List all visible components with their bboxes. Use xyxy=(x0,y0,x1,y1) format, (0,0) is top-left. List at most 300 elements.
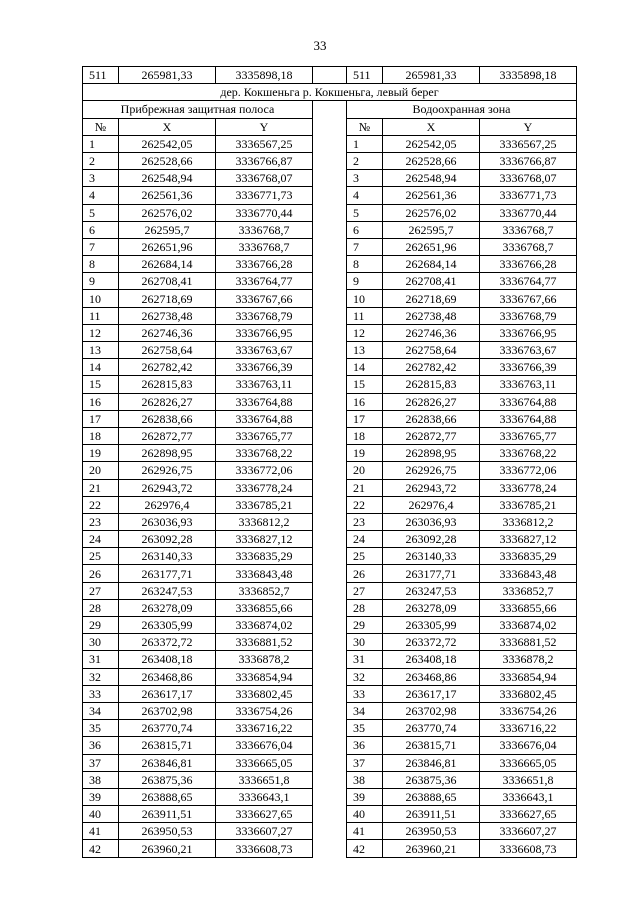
right-point-number: 36 xyxy=(347,737,383,754)
column-gap xyxy=(313,651,347,668)
right-x-value: 265981,33 xyxy=(383,67,480,84)
right-point-number: 14 xyxy=(347,359,383,376)
right-y-value: 3336651,8 xyxy=(480,771,577,788)
column-gap xyxy=(313,806,347,823)
right-point-number: 42 xyxy=(347,840,383,857)
left-point-number: 17 xyxy=(83,410,119,427)
left-x-value: 263770,74 xyxy=(119,720,216,737)
left-x-value: 263846,81 xyxy=(119,754,216,771)
column-gap xyxy=(313,531,347,548)
right-x-value: 262542,05 xyxy=(383,135,480,152)
right-point-number: 26 xyxy=(347,565,383,582)
left-subtable-title: Прибрежная защитная полоса xyxy=(83,101,313,118)
table-row xyxy=(83,548,577,565)
right-x-value: 262708,41 xyxy=(383,273,480,290)
left-x-value: 263875,36 xyxy=(119,771,216,788)
column-gap xyxy=(313,135,347,152)
right-y-value: 3336768,7 xyxy=(480,221,577,238)
right-point-number: 34 xyxy=(347,702,383,719)
column-gap xyxy=(313,582,347,599)
right-x-value: 262595,7 xyxy=(383,221,480,238)
right-y-value: 3336763,67 xyxy=(480,342,577,359)
table-row xyxy=(83,462,577,479)
left-x-value: 262898,95 xyxy=(119,445,216,462)
left-x-value: 263372,72 xyxy=(119,634,216,651)
column-gap xyxy=(313,462,347,479)
right-x-value: 263875,36 xyxy=(383,771,480,788)
left-y-value: 3336785,21 xyxy=(216,496,313,513)
right-x-value: 263888,65 xyxy=(383,788,480,805)
table-row xyxy=(83,307,577,324)
left-y-value: 3336764,88 xyxy=(216,410,313,427)
right-x-value: 263617,17 xyxy=(383,685,480,702)
table-row xyxy=(83,221,577,238)
left-y-value: 3336768,22 xyxy=(216,445,313,462)
section-title: дер. Кокшеньга р. Кокшеньга, левый берег xyxy=(83,84,577,101)
right-y-value: 3336778,24 xyxy=(480,479,577,496)
table-row xyxy=(83,634,577,651)
right-y-value: 3336768,07 xyxy=(480,170,577,187)
column-gap xyxy=(313,788,347,805)
right-x-value: 262926,75 xyxy=(383,462,480,479)
right-point-number: 35 xyxy=(347,720,383,737)
right-x-value: 262528,66 xyxy=(383,152,480,169)
right-x-value: 262815,83 xyxy=(383,376,480,393)
left-point-number: 41 xyxy=(83,823,119,840)
table-row xyxy=(83,324,577,341)
left-x-value: 263815,71 xyxy=(119,737,216,754)
column-gap xyxy=(313,393,347,410)
right-point-number: 23 xyxy=(347,513,383,530)
left-x-value: 262576,02 xyxy=(119,204,216,221)
left-y-value: 3336766,95 xyxy=(216,324,313,341)
left-point-number: 8 xyxy=(83,256,119,273)
left-y-value: 3336772,06 xyxy=(216,462,313,479)
right-x-value: 262718,69 xyxy=(383,290,480,307)
table-row xyxy=(83,582,577,599)
left-y-value: 3336643,1 xyxy=(216,788,313,805)
left-point-number: 40 xyxy=(83,806,119,823)
left-y-value: 3336754,26 xyxy=(216,702,313,719)
right-col-header-y: Y xyxy=(480,118,577,135)
table-row xyxy=(83,479,577,496)
left-point-number: 13 xyxy=(83,342,119,359)
column-gap xyxy=(313,342,347,359)
column-gap xyxy=(313,187,347,204)
left-x-value: 263036,93 xyxy=(119,513,216,530)
left-point-number: 39 xyxy=(83,788,119,805)
left-point-number: 25 xyxy=(83,548,119,565)
column-gap xyxy=(313,238,347,255)
left-x-value: 262718,69 xyxy=(119,290,216,307)
left-y-value: 3336770,44 xyxy=(216,204,313,221)
right-y-value: 3336716,22 xyxy=(480,720,577,737)
left-x-value: 263247,53 xyxy=(119,582,216,599)
right-col-header-number: № xyxy=(347,118,383,135)
right-point-number: 2 xyxy=(347,152,383,169)
left-y-value: 3336567,25 xyxy=(216,135,313,152)
right-point-number: 12 xyxy=(347,324,383,341)
right-point-number: 18 xyxy=(347,427,383,444)
left-y-value: 3336768,7 xyxy=(216,238,313,255)
table-row xyxy=(83,290,577,307)
left-x-value: 263408,18 xyxy=(119,651,216,668)
table-row xyxy=(83,256,577,273)
left-x-value: 263888,65 xyxy=(119,788,216,805)
right-y-value: 3336754,26 xyxy=(480,702,577,719)
right-y-value: 3336855,66 xyxy=(480,599,577,616)
column-gap xyxy=(313,324,347,341)
right-x-value: 263278,09 xyxy=(383,599,480,616)
left-x-value: 263278,09 xyxy=(119,599,216,616)
column-gap xyxy=(313,720,347,737)
left-x-value: 262684,14 xyxy=(119,256,216,273)
left-point-number: 33 xyxy=(83,685,119,702)
right-y-value: 3335898,18 xyxy=(480,67,577,84)
left-y-value: 3336766,28 xyxy=(216,256,313,273)
left-y-value: 3336878,2 xyxy=(216,651,313,668)
left-point-number: 511 xyxy=(83,67,119,84)
left-y-value: 3336812,2 xyxy=(216,513,313,530)
right-point-number: 38 xyxy=(347,771,383,788)
right-y-value: 3336766,87 xyxy=(480,152,577,169)
column-gap xyxy=(313,307,347,324)
right-y-value: 3336768,22 xyxy=(480,445,577,462)
left-point-number: 15 xyxy=(83,376,119,393)
right-point-number: 11 xyxy=(347,307,383,324)
left-point-number: 12 xyxy=(83,324,119,341)
right-y-value: 3336770,44 xyxy=(480,204,577,221)
left-x-value: 263617,17 xyxy=(119,685,216,702)
left-x-value: 262826,27 xyxy=(119,393,216,410)
column-gap xyxy=(313,823,347,840)
left-x-value: 262561,36 xyxy=(119,187,216,204)
left-x-value: 262943,72 xyxy=(119,479,216,496)
column-gap xyxy=(313,565,347,582)
right-y-value: 3336827,12 xyxy=(480,531,577,548)
right-y-value: 3336771,73 xyxy=(480,187,577,204)
table-row xyxy=(83,737,577,754)
left-x-value: 262651,96 xyxy=(119,238,216,255)
table-row xyxy=(83,806,577,823)
left-y-value: 3336766,87 xyxy=(216,152,313,169)
right-x-value: 262684,14 xyxy=(383,256,480,273)
previous-section-last-row xyxy=(83,67,577,84)
right-x-value: 263036,93 xyxy=(383,513,480,530)
table-row xyxy=(83,531,577,548)
right-point-number: 15 xyxy=(347,376,383,393)
column-gap xyxy=(313,737,347,754)
right-y-value: 3336852,7 xyxy=(480,582,577,599)
right-x-value: 263372,72 xyxy=(383,634,480,651)
table-row xyxy=(83,273,577,290)
left-point-number: 6 xyxy=(83,221,119,238)
left-point-number: 29 xyxy=(83,617,119,634)
left-y-value: 3336766,39 xyxy=(216,359,313,376)
right-y-value: 3336643,1 xyxy=(480,788,577,805)
table-row xyxy=(83,359,577,376)
table-row xyxy=(83,685,577,702)
column-gap xyxy=(313,685,347,702)
right-y-value: 3336665,05 xyxy=(480,754,577,771)
left-point-number: 4 xyxy=(83,187,119,204)
table-row xyxy=(83,771,577,788)
right-point-number: 511 xyxy=(347,67,383,84)
right-y-value: 3336607,27 xyxy=(480,823,577,840)
right-y-value: 3336764,88 xyxy=(480,393,577,410)
right-x-value: 263950,53 xyxy=(383,823,480,840)
column-gap xyxy=(313,221,347,238)
right-y-value: 3336768,7 xyxy=(480,238,577,255)
column-gap xyxy=(313,152,347,169)
left-y-value: 3336767,66 xyxy=(216,290,313,307)
table-row xyxy=(83,427,577,444)
subtable-title-row xyxy=(83,101,577,118)
table-row xyxy=(83,187,577,204)
left-y-value: 3336771,73 xyxy=(216,187,313,204)
left-y-value: 3336778,24 xyxy=(216,479,313,496)
left-y-value: 3336716,22 xyxy=(216,720,313,737)
left-y-value: 3336764,88 xyxy=(216,393,313,410)
right-point-number: 32 xyxy=(347,668,383,685)
left-y-value: 3336843,48 xyxy=(216,565,313,582)
column-gap xyxy=(313,445,347,462)
left-point-number: 11 xyxy=(83,307,119,324)
right-y-value: 3336764,77 xyxy=(480,273,577,290)
right-x-value: 262548,94 xyxy=(383,170,480,187)
column-gap xyxy=(313,290,347,307)
left-point-number: 1 xyxy=(83,135,119,152)
left-point-number: 23 xyxy=(83,513,119,530)
column-gap xyxy=(313,754,347,771)
left-x-value: 263140,33 xyxy=(119,548,216,565)
column-gap xyxy=(313,617,347,634)
left-point-number: 19 xyxy=(83,445,119,462)
column-gap xyxy=(313,101,347,118)
left-point-number: 16 xyxy=(83,393,119,410)
page-number: 33 xyxy=(313,38,327,53)
right-x-value: 262826,27 xyxy=(383,393,480,410)
left-point-number: 30 xyxy=(83,634,119,651)
column-gap xyxy=(313,427,347,444)
right-point-number: 6 xyxy=(347,221,383,238)
left-point-number: 2 xyxy=(83,152,119,169)
left-y-value: 3336765,77 xyxy=(216,427,313,444)
right-point-number: 21 xyxy=(347,479,383,496)
left-y-value: 3336852,7 xyxy=(216,582,313,599)
right-x-value: 262872,77 xyxy=(383,427,480,444)
table-row xyxy=(83,204,577,221)
right-point-number: 7 xyxy=(347,238,383,255)
right-x-value: 262651,96 xyxy=(383,238,480,255)
coordinates-table xyxy=(82,66,577,858)
right-y-value: 3336835,29 xyxy=(480,548,577,565)
left-y-value: 3336768,07 xyxy=(216,170,313,187)
right-y-value: 3336843,48 xyxy=(480,565,577,582)
left-y-value: 3336763,11 xyxy=(216,376,313,393)
right-y-value: 3336768,79 xyxy=(480,307,577,324)
left-y-value: 3336651,8 xyxy=(216,771,313,788)
right-y-value: 3336881,52 xyxy=(480,634,577,651)
column-gap xyxy=(313,256,347,273)
right-x-value: 262976,4 xyxy=(383,496,480,513)
table-row xyxy=(83,135,577,152)
right-x-value: 263846,81 xyxy=(383,754,480,771)
left-y-value: 3336607,27 xyxy=(216,823,313,840)
right-y-value: 3336766,28 xyxy=(480,256,577,273)
table-row xyxy=(83,668,577,685)
right-point-number: 22 xyxy=(347,496,383,513)
left-point-number: 20 xyxy=(83,462,119,479)
right-y-value: 3336765,77 xyxy=(480,427,577,444)
left-x-value: 262782,42 xyxy=(119,359,216,376)
right-point-number: 9 xyxy=(347,273,383,290)
left-y-value: 3336855,66 xyxy=(216,599,313,616)
table-row xyxy=(83,152,577,169)
left-point-number: 38 xyxy=(83,771,119,788)
left-point-number: 21 xyxy=(83,479,119,496)
right-x-value: 263177,71 xyxy=(383,565,480,582)
right-x-value: 263702,98 xyxy=(383,702,480,719)
left-x-value: 263950,53 xyxy=(119,823,216,840)
right-point-number: 1 xyxy=(347,135,383,152)
right-point-number: 16 xyxy=(347,393,383,410)
left-x-value: 262738,48 xyxy=(119,307,216,324)
left-point-number: 10 xyxy=(83,290,119,307)
left-point-number: 32 xyxy=(83,668,119,685)
right-x-value: 263092,28 xyxy=(383,531,480,548)
right-point-number: 33 xyxy=(347,685,383,702)
right-y-value: 3336767,66 xyxy=(480,290,577,307)
table-row xyxy=(83,754,577,771)
left-y-value: 3336768,7 xyxy=(216,221,313,238)
right-point-number: 17 xyxy=(347,410,383,427)
left-x-value: 265981,33 xyxy=(119,67,216,84)
right-x-value: 262838,66 xyxy=(383,410,480,427)
right-x-value: 263408,18 xyxy=(383,651,480,668)
table-row xyxy=(83,376,577,393)
right-y-value: 3336802,45 xyxy=(480,685,577,702)
right-point-number: 40 xyxy=(347,806,383,823)
table-row xyxy=(83,788,577,805)
left-x-value: 263177,71 xyxy=(119,565,216,582)
left-x-value: 263305,99 xyxy=(119,617,216,634)
right-y-value: 3336608,73 xyxy=(480,840,577,857)
column-gap xyxy=(313,204,347,221)
right-col-header-x: X xyxy=(383,118,480,135)
left-point-number: 36 xyxy=(83,737,119,754)
left-x-value: 262746,36 xyxy=(119,324,216,341)
right-x-value: 262576,02 xyxy=(383,204,480,221)
left-y-value: 3336627,65 xyxy=(216,806,313,823)
right-x-value: 262898,95 xyxy=(383,445,480,462)
right-y-value: 3336812,2 xyxy=(480,513,577,530)
left-x-value: 262548,94 xyxy=(119,170,216,187)
column-gap xyxy=(313,376,347,393)
right-y-value: 3336627,65 xyxy=(480,806,577,823)
column-gap xyxy=(313,67,347,84)
right-x-value: 262782,42 xyxy=(383,359,480,376)
right-point-number: 8 xyxy=(347,256,383,273)
right-x-value: 262561,36 xyxy=(383,187,480,204)
right-x-value: 263305,99 xyxy=(383,617,480,634)
right-point-number: 29 xyxy=(347,617,383,634)
right-point-number: 27 xyxy=(347,582,383,599)
left-y-value: 3336835,29 xyxy=(216,548,313,565)
right-x-value: 263770,74 xyxy=(383,720,480,737)
column-gap xyxy=(313,548,347,565)
left-point-number: 22 xyxy=(83,496,119,513)
right-x-value: 262746,36 xyxy=(383,324,480,341)
left-x-value: 262528,66 xyxy=(119,152,216,169)
right-y-value: 3336567,25 xyxy=(480,135,577,152)
left-y-value: 3336802,45 xyxy=(216,685,313,702)
left-x-value: 263911,51 xyxy=(119,806,216,823)
right-point-number: 31 xyxy=(347,651,383,668)
left-x-value: 263960,21 xyxy=(119,840,216,857)
left-x-value: 262758,64 xyxy=(119,342,216,359)
left-y-value: 3336608,73 xyxy=(216,840,313,857)
right-y-value: 3336764,88 xyxy=(480,410,577,427)
column-gap xyxy=(313,118,347,135)
left-x-value: 262926,75 xyxy=(119,462,216,479)
table-row xyxy=(83,410,577,427)
left-y-value: 3335898,18 xyxy=(216,67,313,84)
table-row xyxy=(83,651,577,668)
column-gap xyxy=(313,479,347,496)
left-point-number: 27 xyxy=(83,582,119,599)
right-point-number: 3 xyxy=(347,170,383,187)
column-gap xyxy=(313,634,347,651)
right-y-value: 3336676,04 xyxy=(480,737,577,754)
left-y-value: 3336676,04 xyxy=(216,737,313,754)
column-gap xyxy=(313,410,347,427)
left-point-number: 5 xyxy=(83,204,119,221)
left-point-number: 28 xyxy=(83,599,119,616)
left-point-number: 37 xyxy=(83,754,119,771)
right-y-value: 3336785,21 xyxy=(480,496,577,513)
column-gap xyxy=(313,840,347,857)
right-x-value: 262943,72 xyxy=(383,479,480,496)
right-y-value: 3336763,11 xyxy=(480,376,577,393)
left-y-value: 3336763,67 xyxy=(216,342,313,359)
right-x-value: 263247,53 xyxy=(383,582,480,599)
column-gap xyxy=(313,273,347,290)
right-y-value: 3336874,02 xyxy=(480,617,577,634)
right-point-number: 41 xyxy=(347,823,383,840)
left-y-value: 3336881,52 xyxy=(216,634,313,651)
left-x-value: 262595,7 xyxy=(119,221,216,238)
right-point-number: 24 xyxy=(347,531,383,548)
left-point-number: 18 xyxy=(83,427,119,444)
left-y-value: 3336768,79 xyxy=(216,307,313,324)
table-row xyxy=(83,170,577,187)
left-y-value: 3336874,02 xyxy=(216,617,313,634)
right-y-value: 3336772,06 xyxy=(480,462,577,479)
column-gap xyxy=(313,170,347,187)
right-point-number: 25 xyxy=(347,548,383,565)
left-point-number: 34 xyxy=(83,702,119,719)
left-x-value: 262815,83 xyxy=(119,376,216,393)
column-gap xyxy=(313,702,347,719)
right-x-value: 263468,86 xyxy=(383,668,480,685)
table-row xyxy=(83,823,577,840)
left-point-number: 35 xyxy=(83,720,119,737)
left-point-number: 26 xyxy=(83,565,119,582)
right-y-value: 3336854,94 xyxy=(480,668,577,685)
left-y-value: 3336827,12 xyxy=(216,531,313,548)
right-point-number: 28 xyxy=(347,599,383,616)
